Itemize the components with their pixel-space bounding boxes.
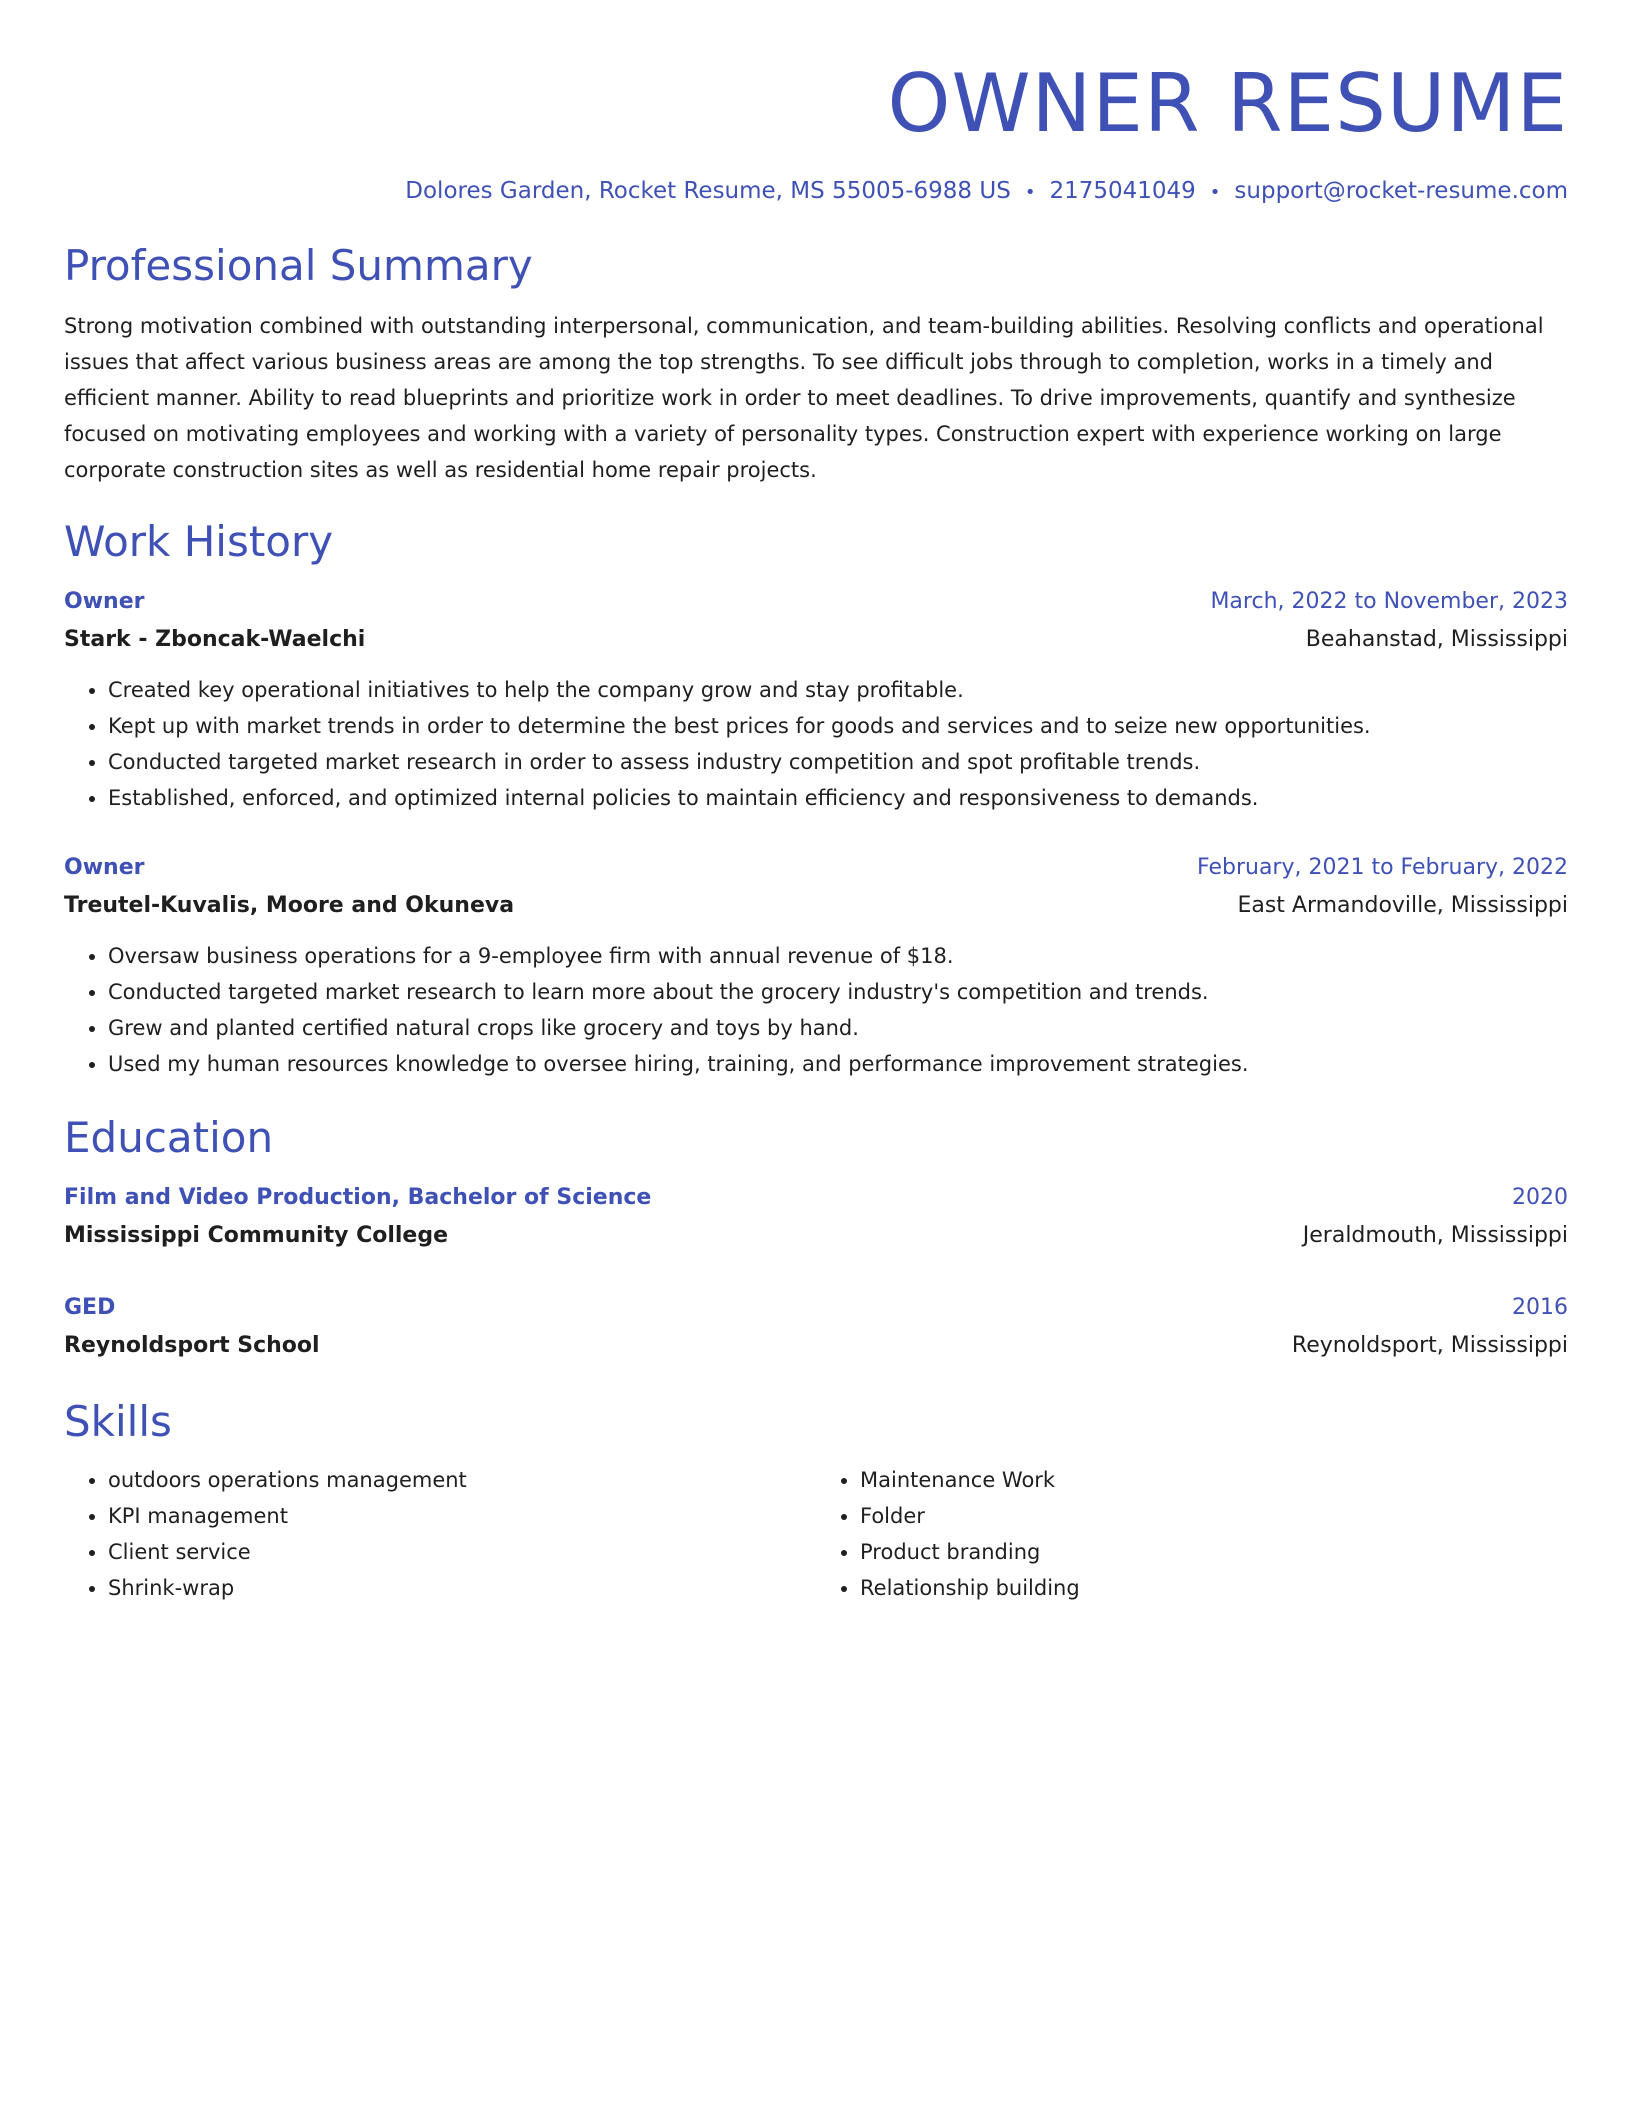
skills-section: [64, 1394, 1568, 1606]
skills-list-right: [816, 1462, 1568, 1606]
education-location: Reynoldsport, Mississippi: [1291, 1333, 1568, 1358]
education-year: 2016: [1512, 1295, 1568, 1320]
job-role: Owner: [64, 589, 145, 614]
job-bullet: • Oversaw business operations for a 9-employee firm with annual revenue of $18.: [108, 938, 1568, 974]
education-location: Jeraldmouth, Mississippi: [1302, 1223, 1568, 1248]
resume-title: OWNER RESUME: [887, 57, 1568, 150]
job-company: Stark - Zboncak-Waelchi: [64, 627, 366, 652]
skill-item: • Folder: [860, 1498, 1568, 1534]
job-company-row: [64, 620, 1568, 660]
summary-heading: Professional Summary: [64, 241, 533, 290]
education-school: Mississippi Community College: [64, 1223, 449, 1248]
job-header-row: [64, 850, 1568, 886]
job-location: East Armandoville, Mississippi: [1237, 893, 1568, 918]
education-section: [64, 1110, 1568, 1366]
skill-item: • outdoors operations management: [108, 1462, 816, 1498]
contact-separator: •: [1024, 182, 1036, 203]
job-company: Treutel-Kuvalis, Moore and Okuneva: [64, 893, 515, 918]
education-degree: GED: [64, 1295, 116, 1320]
skill-item: • Product branding: [860, 1534, 1568, 1570]
skills-heading: Skills: [64, 1397, 172, 1446]
job-bullets: [64, 672, 1568, 816]
work-history-section: [64, 514, 1568, 1082]
job-bullet: • Grew and planted certified natural crops like grocery and toys by hand.: [108, 1010, 1568, 1046]
education-degree: Film and Video Production, Bachelor of Science: [64, 1185, 652, 1210]
education-entry: [64, 1180, 1568, 1256]
job-header-row: [64, 584, 1568, 620]
job-dates: February, 2021 to February, 2022: [1197, 855, 1568, 880]
education-header-row: [64, 1290, 1568, 1326]
job-bullets: [64, 938, 1568, 1082]
job-company-row: [64, 886, 1568, 926]
job-bullet: • Created key operational initiatives to help the company grow and stay profitable.: [108, 672, 1568, 708]
skills-list-left: [64, 1462, 816, 1606]
summary-section: [64, 238, 1568, 488]
education-school-row: [64, 1216, 1568, 1256]
education-heading: Education: [64, 1113, 274, 1162]
contact-line: [64, 174, 1568, 210]
job-bullet: • Kept up with market trends in order to determine the best prices for goods and services and to seize new opportunities.: [108, 708, 1568, 744]
skills-grid: [64, 1462, 1568, 1606]
skill-item: • Maintenance Work: [860, 1462, 1568, 1498]
contact-separator: •: [1209, 182, 1221, 203]
job-role: Owner: [64, 855, 145, 880]
contact-address: Dolores Garden, Rocket Resume, MS 55005-6988 US: [405, 178, 1011, 204]
job-bullet: • Conducted targeted market research in order to assess industry competition and spot profitable trends.: [108, 744, 1568, 780]
skill-item: • Shrink-wrap: [108, 1570, 816, 1606]
education-year: 2020: [1512, 1185, 1568, 1210]
resume-header: [64, 0, 1568, 210]
job-bullet: • Used my human resources knowledge to oversee hiring, training, and performance improvement strategies.: [108, 1046, 1568, 1082]
education-header-row: [64, 1180, 1568, 1216]
summary-text: Strong motivation combined with outstanding interpersonal, communication, and team-building abilities. Resolving conflicts and operational issues that affect various business areas are among the top strengths. To see difficult jobs through to completion, works in a timely and efficient manner. Ability to read blueprints and prioritize work in order to meet deadlines. To drive improvements, quantify and synthesize focused on motivating employees and working with a variety of personality types. Construction expert with experience working on large corporate construction sites as well as residential home repair projects.: [64, 314, 1544, 482]
job-bullet: • Established, enforced, and optimized internal policies to maintain efficiency and responsiveness to demands.: [108, 780, 1568, 816]
skill-item: • Relationship building: [860, 1570, 1568, 1606]
education-entry: [64, 1290, 1568, 1366]
skill-item: • KPI management: [108, 1498, 816, 1534]
job-dates: March, 2022 to November, 2023: [1210, 589, 1568, 614]
job-entry: [64, 850, 1568, 1082]
education-school-row: [64, 1326, 1568, 1366]
contact-email: support@rocket-resume.com: [1234, 178, 1568, 204]
contact-phone: 2175041049: [1049, 178, 1196, 204]
job-location: Beahanstad, Mississippi: [1305, 627, 1568, 652]
education-school: Reynoldsport School: [64, 1333, 320, 1358]
job-entry: [64, 584, 1568, 816]
skill-item: • Client service: [108, 1534, 816, 1570]
job-bullet: • Conducted targeted market research to learn more about the grocery industry's competition and trends.: [108, 974, 1568, 1010]
work-history-heading: Work History: [64, 517, 334, 566]
